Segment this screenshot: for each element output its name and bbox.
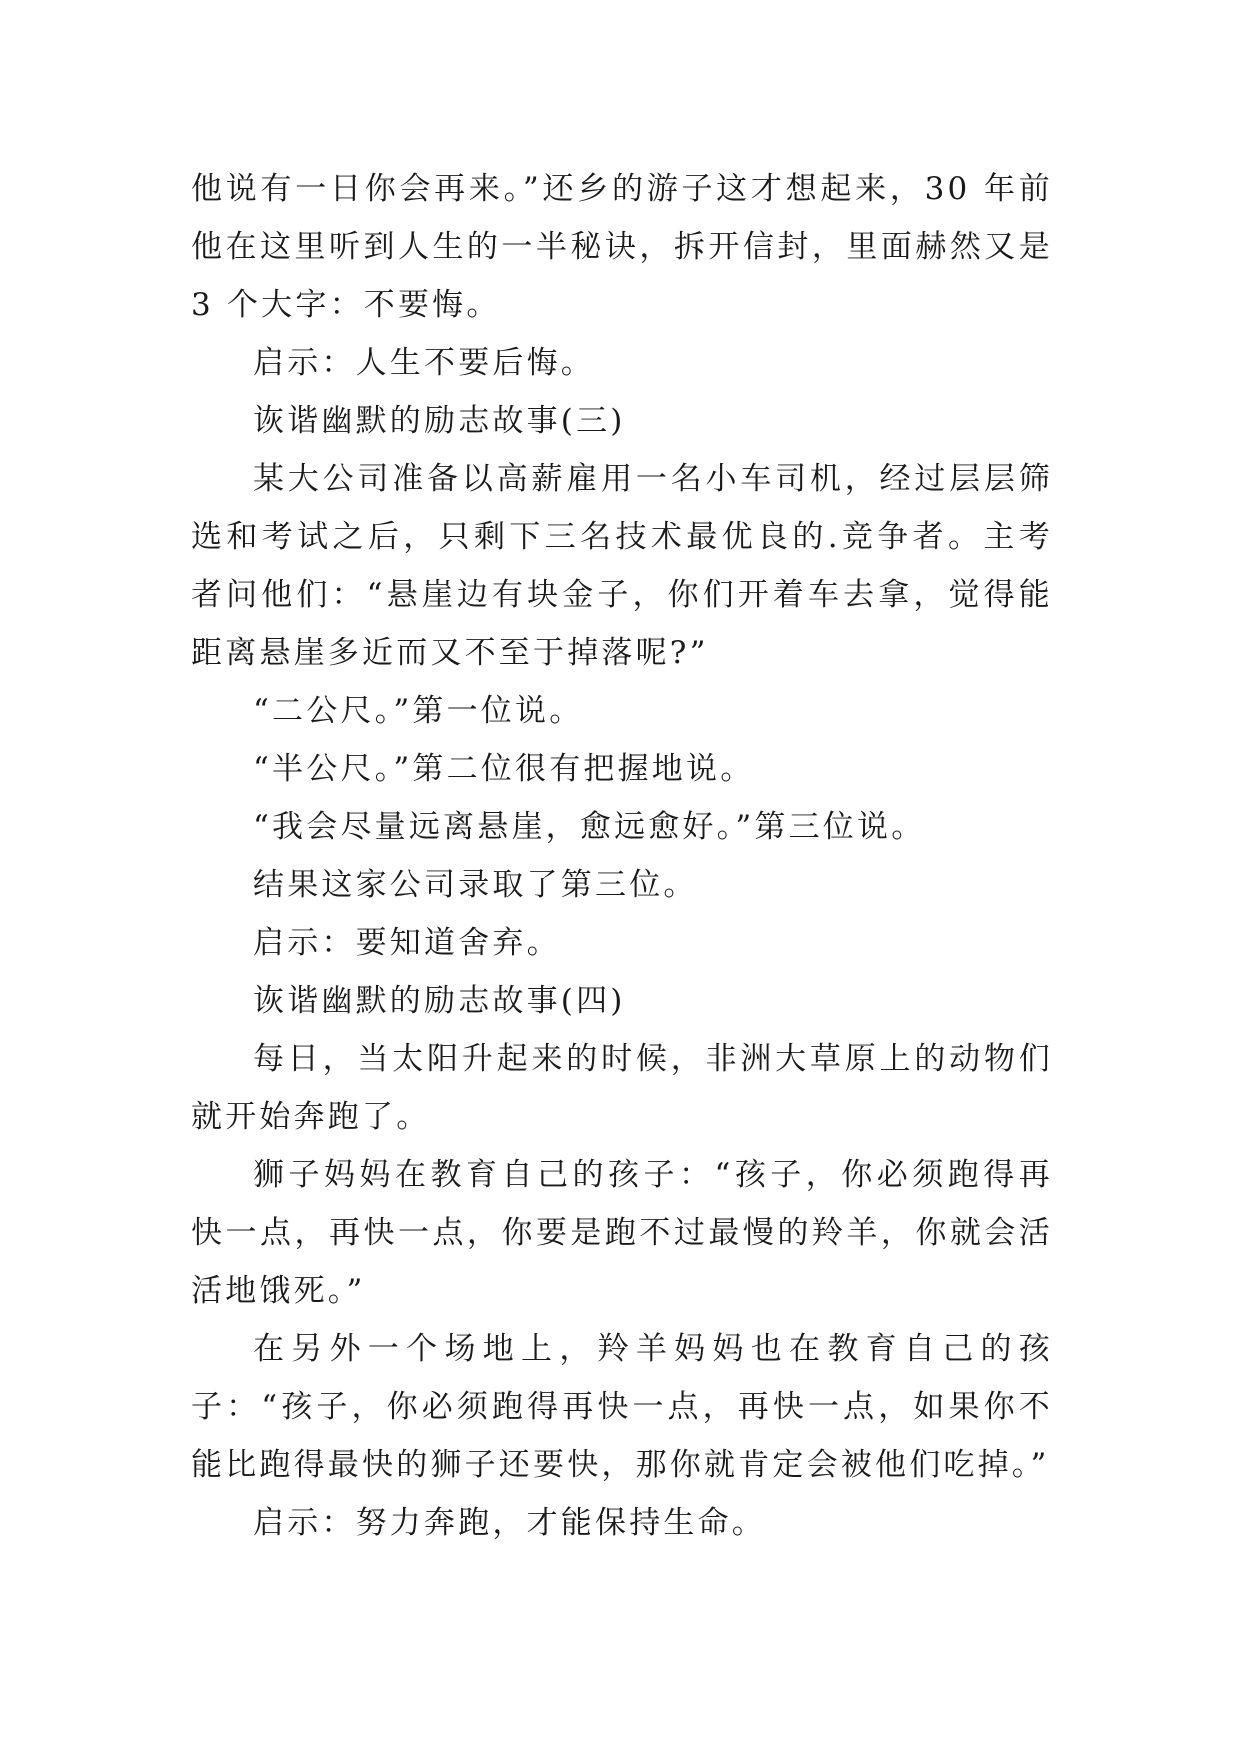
paragraph-story-4-intro: 每日，当太阳升起来的时候，非洲大草原上的动物们就开始奔跑了。	[191, 1041, 1053, 1135]
paragraph-story-4-antelope: 在另外一个场地上，羚羊妈妈也在教育自己的孩子：“孩子，你必须跑得再快一点，再快一点，如果你不能比跑得最快的狮子还要快，那你就肯定会被他们吃掉。”	[191, 1331, 1053, 1483]
paragraph-continuation: 他说有一日你会再来。”还乡的游子这才想起来，30 年前他在这里听到人生的一半秘诀，拆开信封，里面赫然又是 3 个大字：不要悔。	[191, 171, 1053, 323]
section-heading-4: 诙谐幽默的励志故事(四)	[253, 983, 626, 1019]
paragraph-story-3-answer-2: “半公尺。”第二位很有把握地说。	[253, 751, 755, 787]
paragraph-story-3-intro: 某大公司准备以高薪雇用一名小车司机，经过层层筛选和考试之后，只剩下三名技术最优良的.竞争者。主考者问他们：“悬崖边有块金子，你们开着车去拿，觉得能距离悬崖多近而又不至于掉落呢?”	[191, 461, 1053, 671]
paragraph-story-3-result: 结果这家公司录取了第三位。	[253, 867, 698, 903]
paragraph-story-4-lion: 狮子妈妈在教育自己的孩子：“孩子，你必须跑得再快一点，再快一点，你要是跑不过最慢的羚羊，你就会活活地饿死。”	[191, 1157, 1053, 1309]
section-heading-3: 诙谐幽默的励志故事(三)	[253, 403, 626, 439]
paragraph-moral-1: 启示：人生不要后悔。	[253, 345, 595, 381]
paragraph-moral-3: 启示：要知道舍弃。	[253, 925, 561, 961]
document-body	[191, 160, 1053, 1552]
paragraph-story-3-answer-1: “二公尺。”第一位说。	[253, 693, 584, 729]
paragraph-story-3-answer-3: “我会尽量远离悬崖，愈远愈好。”第三位说。	[253, 809, 926, 845]
paragraph-moral-4: 启示：努力奔跑，才能保持生命。	[253, 1505, 766, 1541]
